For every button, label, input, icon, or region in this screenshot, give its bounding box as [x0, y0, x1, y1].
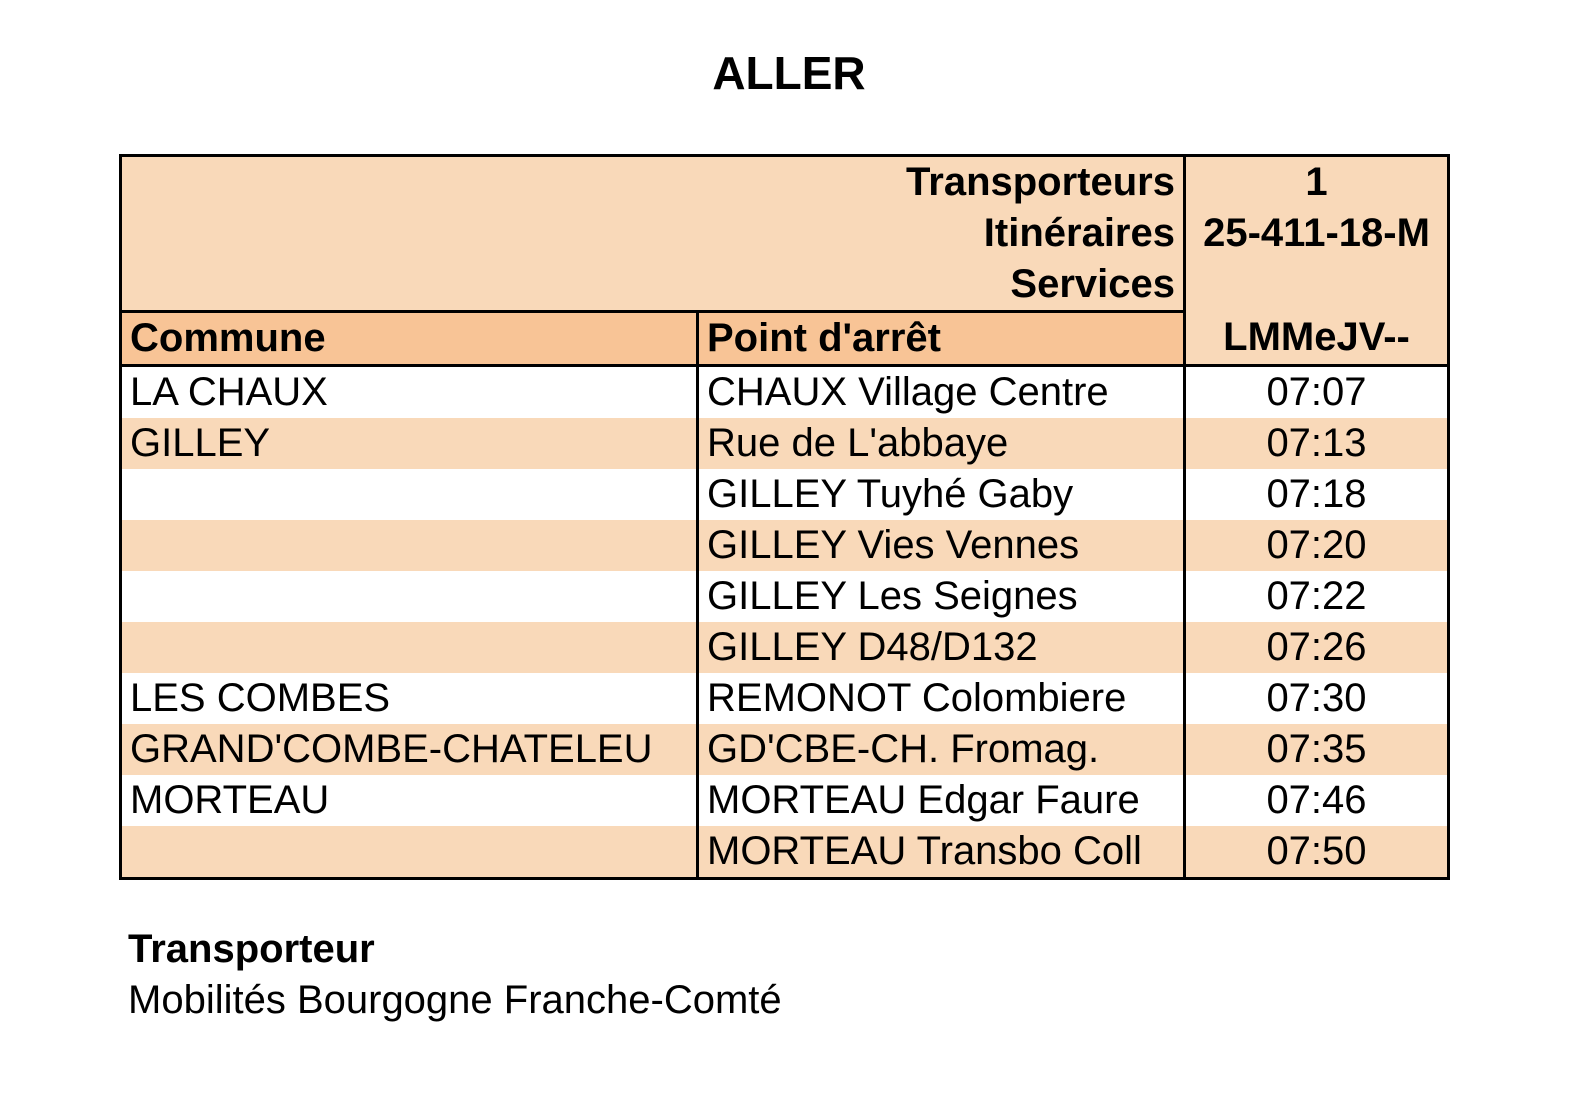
time-cell: 07:50 [1185, 826, 1449, 879]
header-row-itineraires [121, 208, 1449, 259]
stop-cell: GILLEY Vies Vennes [698, 520, 1185, 571]
stop-cell: MORTEAU Transbo Coll [698, 826, 1185, 879]
stop-cell: REMONOT Colombiere [698, 673, 1185, 724]
table-row [121, 520, 1449, 571]
days-header: LMMeJV-- [1185, 312, 1449, 366]
header-row-services [121, 259, 1449, 312]
commune-cell [121, 520, 698, 571]
page-title: ALLER [712, 47, 866, 99]
stop-cell: MORTEAU Edgar Faure [698, 775, 1185, 826]
timetable-rows [121, 366, 1449, 879]
column-header-row [121, 312, 1449, 366]
transporteurs-label: Transporteurs [121, 156, 1185, 209]
point-arret-column-header: Point d'arrêt [698, 312, 1185, 366]
table-row [121, 571, 1449, 622]
stop-cell: GD'CBE-CH. Fromag. [698, 724, 1185, 775]
table-row [121, 826, 1449, 879]
commune-cell [121, 571, 698, 622]
time-cell: 07:26 [1185, 622, 1449, 673]
header-row-transporteurs [121, 156, 1449, 209]
table-row [121, 366, 1449, 419]
time-cell: 07:46 [1185, 775, 1449, 826]
commune-column-header: Commune [121, 312, 698, 366]
table-row [121, 622, 1449, 673]
time-cell: 07:18 [1185, 469, 1449, 520]
stop-cell: GILLEY Les Seignes [698, 571, 1185, 622]
commune-cell: GILLEY [121, 418, 698, 469]
table-row [121, 775, 1449, 826]
time-cell: 07:07 [1185, 366, 1449, 419]
table-row [121, 469, 1449, 520]
commune-cell [121, 622, 698, 673]
commune-cell: LA CHAUX [121, 366, 698, 419]
itineraire-value: 25-411-18-M [1185, 208, 1449, 259]
time-cell: 07:30 [1185, 673, 1449, 724]
stop-cell: CHAUX Village Centre [698, 366, 1185, 419]
time-cell: 07:13 [1185, 418, 1449, 469]
commune-cell [121, 469, 698, 520]
footer-transporteur-label: Transporteur [128, 927, 375, 971]
service-value [1185, 259, 1449, 312]
table-row [121, 418, 1449, 469]
table-row [121, 673, 1449, 724]
stop-cell: GILLEY D48/D132 [698, 622, 1185, 673]
time-cell: 07:35 [1185, 724, 1449, 775]
commune-cell: MORTEAU [121, 775, 698, 826]
stop-cell: Rue de L'abbaye [698, 418, 1185, 469]
footer-transporteur-value: Mobilités Bourgogne Franche-Comté [128, 978, 782, 1022]
stop-cell: GILLEY Tuyhé Gaby [698, 469, 1185, 520]
commune-cell: GRAND'COMBE-CHATELEU [121, 724, 698, 775]
transporteur-value: 1 [1185, 156, 1449, 209]
time-cell: 07:22 [1185, 571, 1449, 622]
timetable [119, 154, 1450, 880]
time-cell: 07:20 [1185, 520, 1449, 571]
itineraires-label: Itinéraires [121, 208, 1185, 259]
services-label: Services [121, 259, 1185, 312]
table-row [121, 724, 1449, 775]
commune-cell: LES COMBES [121, 673, 698, 724]
commune-cell [121, 826, 698, 879]
